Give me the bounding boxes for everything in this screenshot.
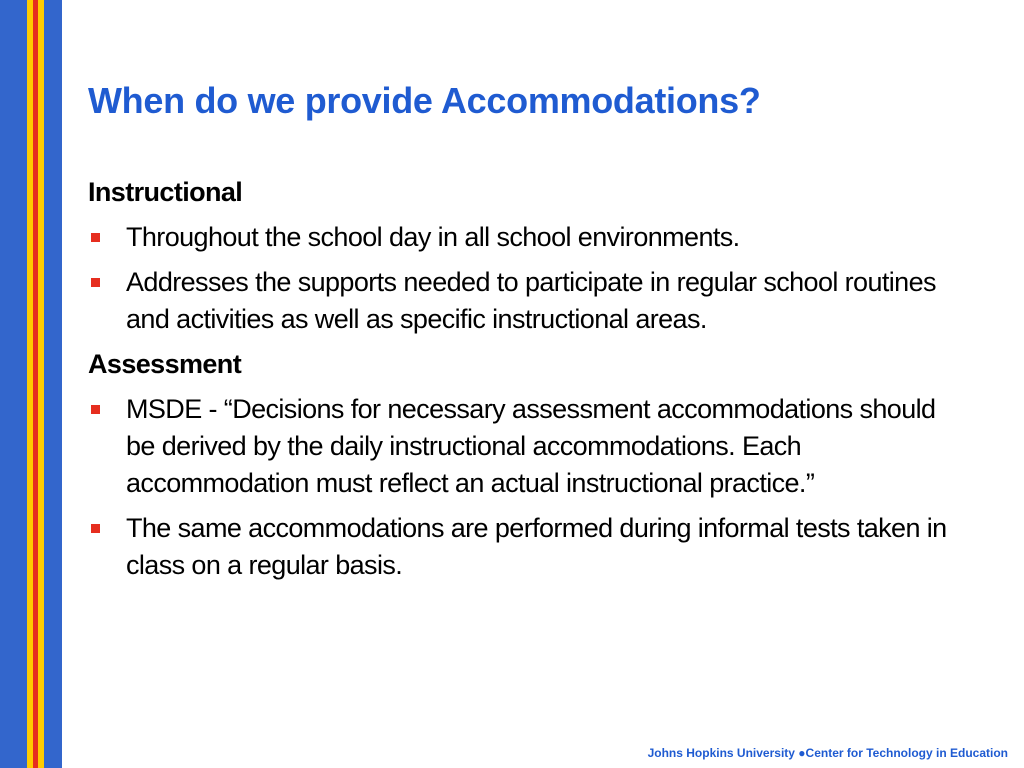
footer-credit <box>648 746 1008 760</box>
slide-title: When do we provide Accommodations? <box>88 80 761 121</box>
bullet-list-assessment <box>88 391 968 584</box>
list-item <box>88 264 968 338</box>
list-item <box>88 391 968 502</box>
bullet-text: MSDE - “Decisions for necessary assessment accommodations should be derived by the daily instructional accommodations. Each accommodation must reflect an actual instructional practice.” <box>126 394 936 498</box>
square-bullet-icon <box>91 524 100 533</box>
slide-body <box>88 174 968 592</box>
footer-separator-icon: ● <box>798 746 806 760</box>
square-bullet-icon <box>91 278 100 287</box>
square-bullet-icon <box>91 233 100 242</box>
list-item <box>88 219 968 256</box>
section-heading-assessment: Assessment <box>88 349 242 379</box>
list-item <box>88 510 968 584</box>
square-bullet-icon <box>91 405 100 414</box>
stripe-blue-left <box>0 0 27 768</box>
footer-center: Center for Technology in Education <box>805 746 1008 760</box>
bullet-text: The same accommodations are performed during informal tests taken in class on a regular basis. <box>126 513 947 580</box>
stripe-blue-right <box>44 0 62 768</box>
footer-institution: Johns Hopkins University <box>647 746 795 760</box>
bullet-text: Throughout the school day in all school environments. <box>126 222 740 252</box>
bullet-list-instructional <box>88 219 968 338</box>
section-heading-instructional: Instructional <box>88 177 243 207</box>
bullet-text: Addresses the supports needed to participate in regular school routines and activities as well as specific instructional areas. <box>126 267 936 334</box>
decorative-stripe-band <box>0 0 62 768</box>
